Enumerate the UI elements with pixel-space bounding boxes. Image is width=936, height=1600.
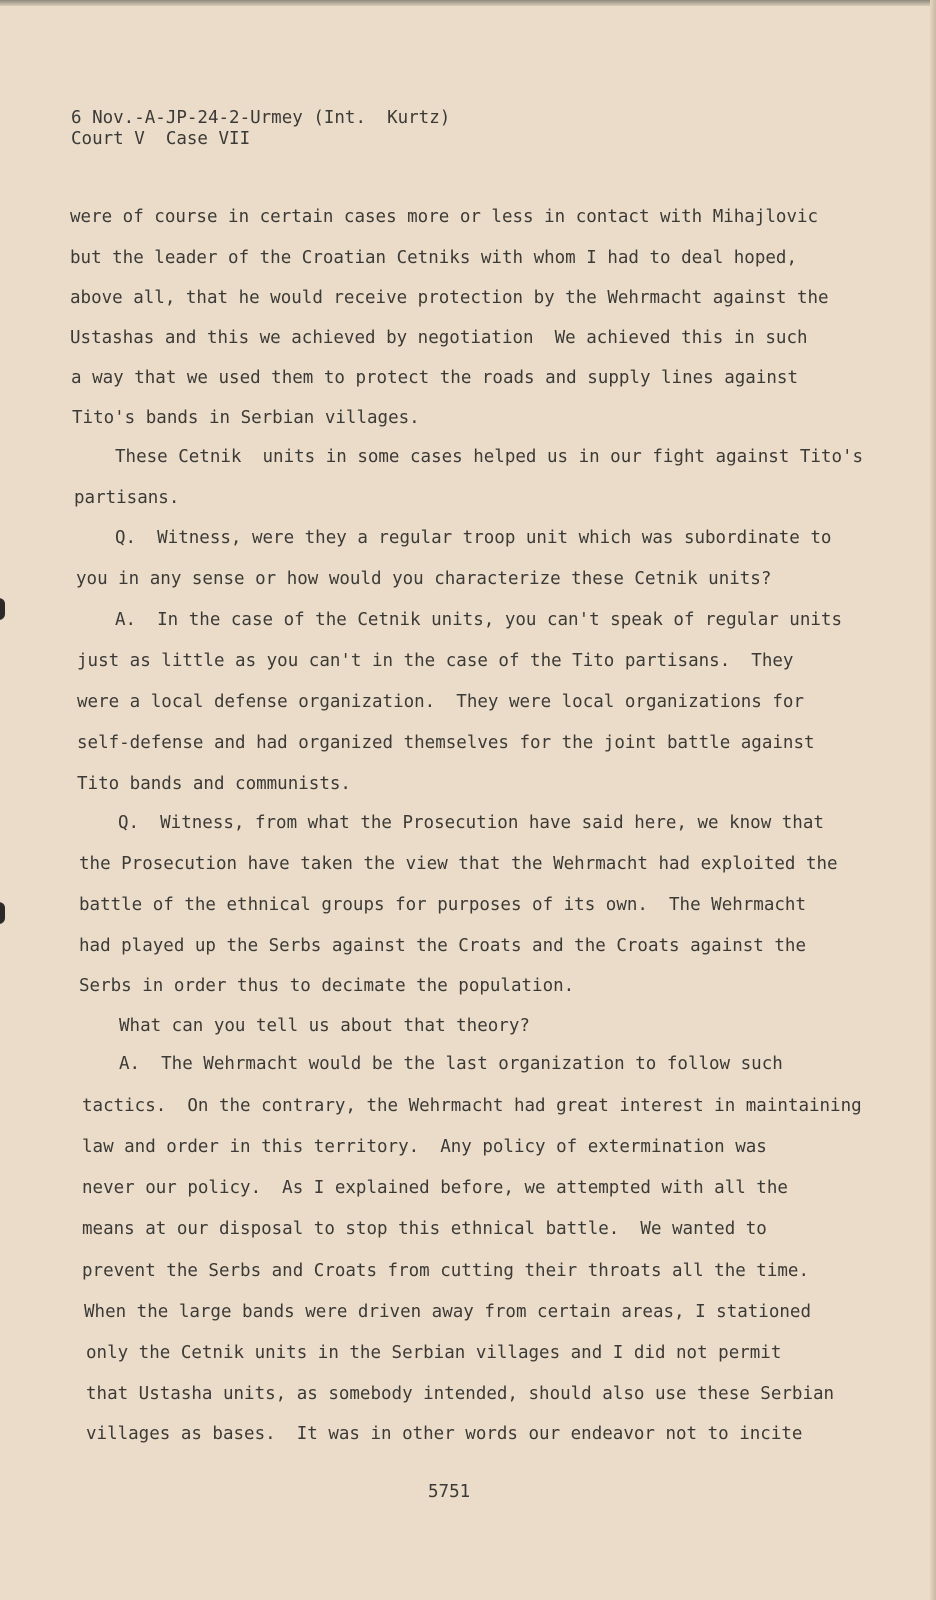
- text-line: Tito bands and communists.: [77, 774, 351, 794]
- text-line: that Ustasha units, as somebody intended, should also use these Serbian: [86, 1384, 835, 1404]
- text-line: never our policy. As I explained before, we attempted with all the: [82, 1178, 788, 1198]
- header-line-1: 6 Nov.-A-JP-24-2-Urmey (Int. Kurtz): [71, 108, 451, 128]
- text-line: tactics. On the contrary, the Wehrmacht had great interest in maintaining: [82, 1096, 862, 1116]
- text-line: a way that we used them to protect the roads and supply lines against: [71, 368, 798, 388]
- text-line: were of course in certain cases more or less in contact with Mihajlovic: [70, 207, 819, 227]
- text-line: Serbs in order thus to decimate the population.: [79, 976, 575, 996]
- text-line: These Cetnik units in some cases helped us in our fight against Tito's: [115, 447, 864, 467]
- text-line: What can you tell us about that theory?: [119, 1016, 530, 1036]
- text-line: A. In the case of the Cetnik units, you can't speak of regular units: [115, 610, 842, 630]
- text-line: Q. Witness, were they a regular troop unit which was subordinate to: [115, 528, 832, 548]
- text-line: Ustashas and this we achieved by negotiation We achieved this in such: [70, 328, 808, 348]
- text-line: only the Cetnik units in the Serbian villages and I did not permit: [86, 1343, 782, 1363]
- text-line: A. The Wehrmacht would be the last organization to follow such: [119, 1054, 783, 1074]
- text-line: Q. Witness, from what the Prosecution have said here, we know that: [118, 813, 824, 833]
- header-line-2: Court V Case VII: [71, 129, 251, 149]
- text-line: means at our disposal to stop this ethnical battle. We wanted to: [82, 1219, 767, 1239]
- text-line: partisans.: [74, 488, 180, 508]
- text-line: prevent the Serbs and Croats from cutting their throats all the time.: [82, 1261, 809, 1281]
- page-number: 5751: [428, 1482, 471, 1502]
- text-line: the Prosecution have taken the view that the Wehrmacht had exploited the: [79, 854, 838, 874]
- text-line: villages as bases. It was in other words our endeavor not to incite: [86, 1424, 803, 1444]
- text-line: just as little as you can't in the case of the Tito partisans. They: [77, 651, 794, 671]
- text-line: you in any sense or how would you characterize these Cetnik units?: [76, 569, 772, 589]
- text-line: were a local defense organization. They were local organizations for: [77, 692, 804, 712]
- text-line: above all, that he would receive protection by the Wehrmacht against the: [70, 288, 829, 308]
- text-line: but the leader of the Croatian Cetniks with whom I had to deal hoped,: [70, 248, 797, 268]
- text-line: When the large bands were driven away from certain areas, I stationed: [84, 1302, 811, 1322]
- text-line: self-defense and had organized themselves for the joint battle against: [77, 733, 815, 753]
- text-line: law and order in this territory. Any policy of extermination was: [82, 1137, 767, 1157]
- text-line: Tito's bands in Serbian villages.: [72, 408, 420, 428]
- text-line: battle of the ethnical groups for purposes of its own. The Wehrmacht: [79, 895, 806, 915]
- text-line: had played up the Serbs against the Croats and the Croats against the: [79, 936, 806, 956]
